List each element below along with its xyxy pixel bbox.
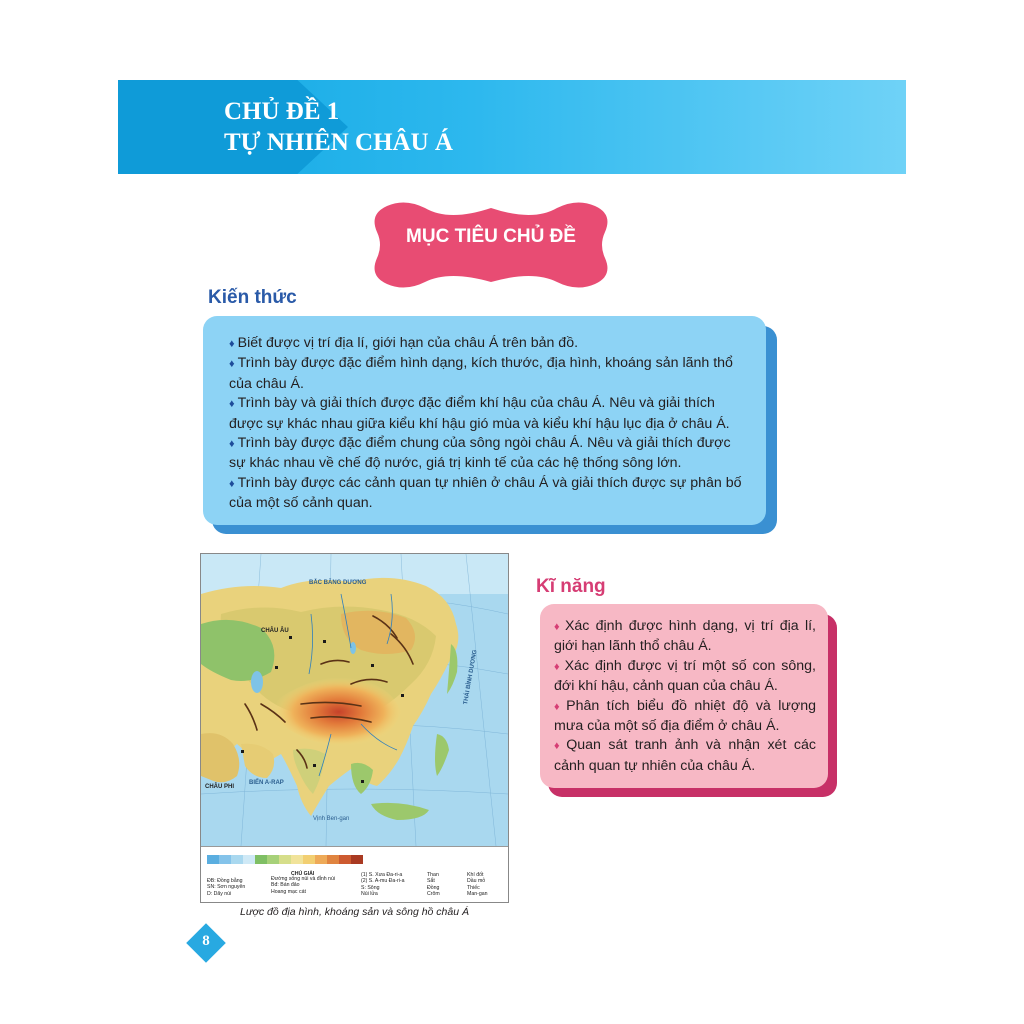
map-label-bay-of-bengal: Vịnh Ben-gan [313,816,350,822]
diamond-icon: ♦ [554,660,562,673]
map-legend [201,846,508,902]
chapter-title-line2: TỰ NHIÊN CHÂU Á [224,129,453,156]
diamond-icon: ♦ [554,740,564,753]
skills-item: ♦ Quan sát tranh ảnh và nhận xét các cảnh quan tự nhiên của châu Á. [554,737,816,774]
chapter-title [224,96,453,158]
skills-card [540,604,828,788]
legend-column-1: ĐB: Đồng bằng SN: Sơn nguyên D: Dãy núi [207,878,246,897]
map-label-pacific-ocean: THÁI BÌNH DƯƠNG [463,649,479,706]
elevation-scale [207,855,363,864]
diamond-icon: ♦ [229,398,235,411]
map-illustration [201,554,508,846]
knowledge-item: ♦ Trình bày được đặc điểm hình dạng, kích thước, địa hình, khoáng sản lãnh thổ của châu Á. [229,355,733,392]
knowledge-item: ♦ Trình bày và giải thích được đặc điểm khí hậu của châu Á. Nêu và giải thích được sự khác nhau giữa kiểu khí hậu gió mùa và kiểu khí hậu lục địa ở châu Á. [229,395,730,432]
legend-column-4: Than Sắt Đồng Crôm [427,872,440,898]
knowledge-item: ♦ Biết được vị trí địa lí, giới hạn của châu Á trên bản đồ. [229,335,579,351]
knowledge-item: ♦ Trình bày được đặc điểm chung của sông ngòi châu Á. Nêu và giải thích được sự khác nhau về chế độ nước, giá trị kinh tế của các hệ thống sông lớn. [229,435,731,472]
diamond-icon: ♦ [229,358,235,371]
legend-column-2: Đường sống núi và đỉnh núi Bđ: Bán đảo Hoang mạc cát [271,876,335,895]
page-number-badge [187,924,225,962]
goal-badge-label: MỤC TIÊU CHỦ ĐỀ [406,226,576,247]
knowledge-item: ♦ Trình bày được các cảnh quan tự nhiên ở châu Á và giải thích được sự phân bố của một số cảnh quan. [229,474,742,512]
diamond-icon: ♦ [554,700,564,713]
map-label-africa: CHÂU PHI [205,784,235,790]
map-label-arctic-ocean: BẮC BĂNG DƯƠNG [309,580,367,586]
map-label-arabian-sea: BIỂN A-RAP [249,780,284,786]
legend-column-3: (1) S. Xưa Đa-ri-a (2) S. A-mu Đa-ri-a S: Sông Núi lửa [361,872,405,898]
skills-item: ♦ Xác định được hình dạng, vị trí địa lí, giới hạn lãnh thổ châu Á. [554,618,816,655]
chapter-title-line1: CHỦ ĐỀ 1 [224,98,340,125]
knowledge-heading: Kiến thức [208,287,297,308]
map-caption: Lược đồ địa hình, khoáng sản và sông hồ châu Á [240,906,469,918]
diamond-icon: ♦ [229,477,235,490]
knowledge-card [203,316,766,525]
diamond-icon: ♦ [229,438,235,451]
skills-item: ♦ Phân tích biểu đồ nhiệt độ và lượng mưa của một số địa điểm ở châu Á. [554,697,816,735]
page-number: 8 [202,933,210,949]
goal-badge [367,200,615,290]
legend-column-5: Khí đốt Dầu mỏ Thiếc Man-gan [467,872,488,898]
skills-item: ♦ Xác định được vị trí một số con sông, đới khí hậu, cảnh quan của châu Á. [554,657,816,695]
legend-heading: CHÚ GIẢI [291,871,315,877]
skills-heading: Kĩ năng [536,576,606,597]
diamond-icon: ♦ [229,338,235,350]
diamond-icon: ♦ [554,621,562,633]
asia-physical-map [200,553,509,903]
map-label-europe: CHÂU ÂU [261,628,289,634]
